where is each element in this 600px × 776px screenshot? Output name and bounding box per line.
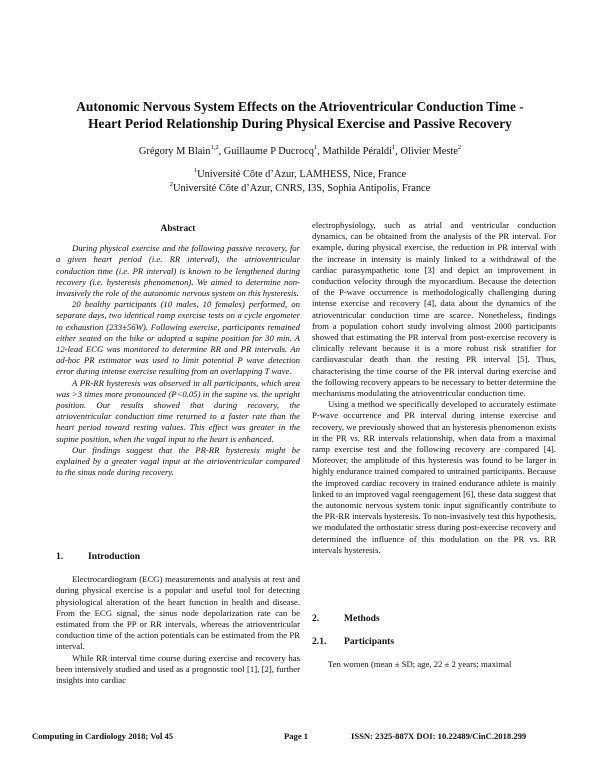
affiliation-mark: 2 bbox=[169, 181, 173, 188]
section-title: Methods bbox=[344, 613, 380, 624]
abstract-paragraph: Our findings suggest that the PR-RR hysteresis might be explained by a greater vagal input at the atrioventricular compared to the sinus node during recovery. bbox=[56, 444, 300, 478]
body-paragraph: Ten women (mean ± SD; age, 22 ± 2 years; maximal bbox=[328, 659, 512, 670]
section-heading-methods bbox=[312, 613, 556, 624]
paper-title bbox=[40, 98, 560, 132]
affiliation-1 bbox=[40, 168, 560, 182]
author-affiliation-mark: 1,2 bbox=[210, 144, 219, 151]
author-name: Guillaume P Ducrocq bbox=[223, 146, 314, 157]
section-number: 1. bbox=[56, 551, 64, 562]
body-paragraph: Using a method we specifically developed to accurately estimate P-wave occurrence and PR interval during intense exercise and recovery, we previously showed that an hysteresis phenomenon exists in the PR vs. RR intervals relationship, when data from a maximal ramp exercise test and the following recovery are compared [4]. Moreover, the amplitude of this hysteresis was found to be larger in highly endurance trained compared to untrained participants. Because the improved cardiac recovery in trained endurance athlete is mainly linked to an improved vagal reengagement [6], these data suggest that the autonomic nervous system tonic input significantly contribute to the PR-RR intervals hysteresis. To non-invasively test this hypothesis, we modulated the orthostatic stress during post-exercise recovery and determined the influence of this modulation on the PR vs. RR intervals hysteresis. bbox=[312, 399, 556, 555]
author-affiliation-mark: 1 bbox=[314, 144, 318, 151]
author-list: Grégory M Blain$^{1,2}$, Guillaume P Ducrocq$^1$, Mathilde Péraldi$^1$, Olivier Meste$^2$ bbox=[138, 144, 462, 157]
author-name: Olivier Meste bbox=[400, 146, 458, 157]
abstract-section bbox=[56, 224, 300, 478]
title-line-1: Autonomic Nervous System Effects on the Atrioventricular Conduction Time - bbox=[76, 99, 524, 114]
body-paragraph: While RR interval time course during exercise and recovery has been intensively studied and used as a prognostic tool [1], [2], further insights into cardiac bbox=[56, 652, 300, 686]
abstract-paragraph: A PR-RR hysteresis was observed in all participants, which area was >3 times more pronounced (P<0.05) in the supine vs. the upright position. Our results showed that during recovery, the atrioventricular conduction time returned to a faster rate than the heart period toward resting values. This effect was greater in the supine position, when the vagal input to the heart is enhanced. bbox=[56, 377, 300, 444]
body-paragraph: Electrocardiogram (ECG) measurements and analysis at rest and during physical exercise is a popular and useful tool for detecting physiological alteration of the heart function in health and disease. From the ECG signal, the sinus node depolarization rate can be estimated from the PP or RR intervals, whereas the atrioventricular conduction time of the action potentials can be estimated from the PR interval. bbox=[56, 574, 300, 652]
section-number: 2. bbox=[312, 613, 320, 624]
abstract-heading: Abstract bbox=[160, 224, 196, 234]
author-affiliation-mark: 1 bbox=[392, 144, 396, 151]
section-heading-introduction bbox=[56, 551, 300, 562]
author-name: Mathilde Péraldi bbox=[322, 146, 392, 157]
subsection-title: Participants bbox=[344, 636, 395, 648]
body-paragraph: electrophysiology, such as atrial and ventricular conduction dynamics, can be obtained from the analysis of the PR interval. For example, during physical exercise, the reduction in PR interval with the increase in intensity is mainly linked to a withdrawal of the cardiac parasympathetic tone [3] and depict an improvement in conduction velocity through the myocardium. Because the detection of the P-wave occurrence is methodologically challenging during intense exercise and recovery [4], data about the dynamics of the atrioventricular conduction time are scarce. Nonetheless, findings from a population cohort study involving almost 2000 participants showed that estimating the PR interval from post-exercise recovery is clinically relevant because it is a more robust risk stratifier for cardiovascular death than the resting PR interval [5]. Thus, characterising the time course of the PR interval during exercise and the following recovery appears to be necessary to better determine the mechanisms modulating the atrioventricular conduction time. bbox=[312, 220, 556, 399]
abstract-paragraph: During physical exercise and the following passive recovery, for a given heart period (i.e. RR interval), the atrioventricular conduction time (i.e. PR interval) is known to be lengthened during recovery (i.e. hysteresis phenomenon). We aimed to determine non-invasively the role of the autonomic nervous system on this hysteresis. bbox=[56, 243, 300, 299]
footer-page-number: Page 1 bbox=[284, 731, 309, 741]
affiliation-mark: 1 bbox=[193, 167, 198, 174]
title-line-2: Heart Period Relationship During Physical Exercise and Passive Recovery bbox=[88, 116, 512, 131]
affiliation-2 bbox=[40, 182, 560, 196]
introduction-section bbox=[56, 551, 300, 686]
subsection-number: 2.1. bbox=[312, 636, 327, 648]
section-title: Introduction bbox=[88, 551, 141, 562]
affiliation-text: Université Côte d’Azur, LAMHESS, Nice, France bbox=[197, 169, 407, 180]
methods-section bbox=[312, 613, 556, 671]
abstract-paragraph: 20 healthy participants (10 males, 10 females) performed, on separate days, two identical ramp exercise tests on a cycle ergometer to exhaustion (233±56W). Following exercise, participants remained either seated on the bike or adopted a supine position for 30 min. A 12-lead ECG was monitored to determine RR and PR intervals. An ad-hoc PR estimator was used to limit potential P wave detection error during intense exercise resulting from an overlapping T wave. bbox=[56, 299, 300, 377]
footer-journal: Computing in Cardiology 2018; Vol 45 bbox=[32, 731, 174, 741]
author-affiliation-mark: 2 bbox=[457, 144, 462, 151]
right-column bbox=[312, 220, 556, 556]
footer-issn-doi: ISSN: 2325-887X DOI: 10.22489/CinC.2018.299 bbox=[351, 731, 527, 741]
author-name: Grégory M Blain bbox=[138, 146, 211, 157]
subsection-heading-participants bbox=[312, 636, 556, 647]
affiliation-text: Université Côte d’Azur, CNRS, I3S, Sophia Antipolis, France bbox=[172, 183, 431, 194]
